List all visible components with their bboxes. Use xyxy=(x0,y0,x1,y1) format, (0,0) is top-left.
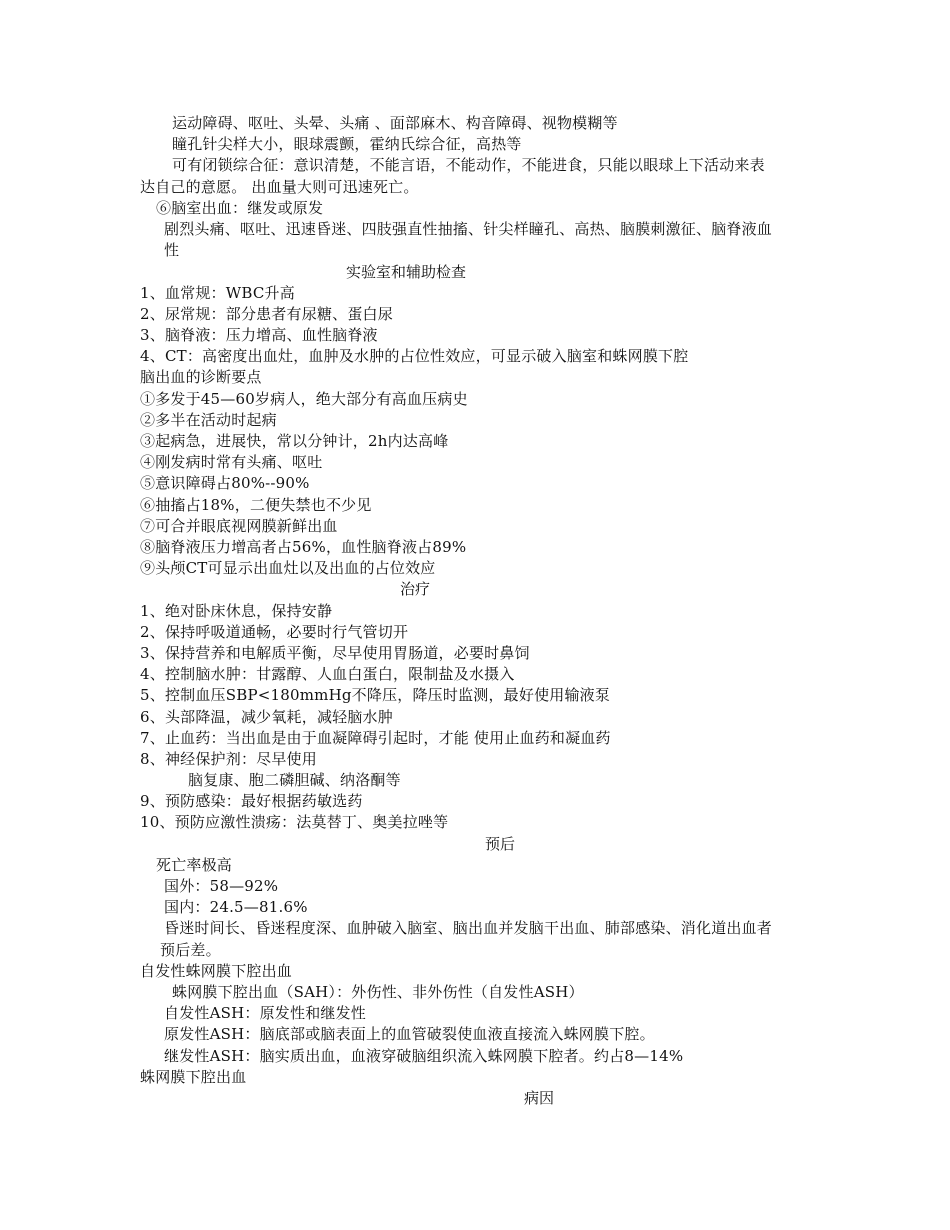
treatment-item-8-detail: 脑复康、胞二磷胆碱、纳洛酮等 xyxy=(188,771,401,789)
lab-heading: 实验室和辅助检查 xyxy=(346,263,467,281)
sah-subheading: 蛛网膜下腔出血 xyxy=(140,1068,247,1086)
sah-heading: 自发性蛛网膜下腔出血 xyxy=(140,962,293,980)
treatment-item-8: 8、神经保护剂：尽早使用 xyxy=(140,750,317,768)
diagnosis-item-4: ④刚发病时常有头痛、呕吐 xyxy=(140,453,323,471)
treatment-heading: 治疗 xyxy=(400,580,431,598)
treatment-item-1: 1、绝对卧床休息，保持安静 xyxy=(140,602,333,620)
treatment-item-4: 4、控制脑水肿：甘露醇、人血白蛋白，限制盐及水摄入 xyxy=(140,665,515,683)
lab-item-2: 2、尿常规：部分患者有尿糖、蛋白尿 xyxy=(140,305,393,323)
treatment-item-3: 3、保持营养和电解质平衡，尽早使用胃肠道，必要时鼻饲 xyxy=(140,644,530,662)
diagnosis-item-9: ⑨头颅CT可显示出血灶以及出血的占位效应 xyxy=(140,559,436,577)
lab-item-3: 3、脑脊液：压力增高、血性脑脊液 xyxy=(140,326,378,344)
sah-line-3: 原发性ASH：脑底部或脑表面上的血管破裂使血液直接流入蛛网膜下腔。 xyxy=(164,1025,655,1043)
locked-in-line-1: 可有闭锁综合征：意识清楚，不能言语，不能动作，不能进食，只能以眼球上下活动来表 xyxy=(172,156,765,174)
diagnosis-item-7: ⑦可合并眼底视网膜新鲜出血 xyxy=(140,517,338,535)
treatment-item-2: 2、保持呼吸道通畅，必要时行气管切开 xyxy=(140,623,409,641)
sah-line-1: 蛛网膜下腔出血（SAH）：外伤性、非外伤性（自发性ASH） xyxy=(172,983,584,1001)
ventricular-hemorrhage-heading: ⑥脑室出血：继发或原发 xyxy=(156,199,324,217)
prognosis-domestic: 国内：24.5—81.6% xyxy=(164,898,308,916)
prognosis-heading: 预后 xyxy=(485,835,516,853)
diagnosis-item-1: ①多发于45—60岁病人，绝大部分有高血压病史 xyxy=(140,390,468,408)
symptom-line-2: 瞳孔针尖样大小，眼球震颤，霍纳氏综合征，高热等 xyxy=(172,135,522,153)
lab-item-1: 1、血常规：WBC升高 xyxy=(140,284,295,302)
treatment-item-6: 6、头部降温，减少氧耗，减轻脑水肿 xyxy=(140,708,393,726)
treatment-item-7: 7、止血药：当出血是由于血凝障碍引起时，才能 使用止血药和凝血药 xyxy=(140,729,611,747)
diagnosis-heading: 脑出血的诊断要点 xyxy=(140,368,262,386)
prognosis-mortality: 死亡率极高 xyxy=(156,856,233,874)
sah-line-4: 继发性ASH：脑实质出血，血液穿破脑组织流入蛛网膜下腔者。约占8—14% xyxy=(164,1047,684,1065)
cause-heading: 病因 xyxy=(524,1089,555,1107)
treatment-item-5: 5、控制血压SBP<180mmHg不降压，降压时监测，最好使用输液泵 xyxy=(140,686,611,704)
locked-in-line-2: 达自己的意愿。 出血量大则可迅速死亡。 xyxy=(140,178,419,196)
treatment-item-9: 9、预防感染：最好根据药敏选药 xyxy=(140,792,363,810)
sah-line-2: 自发性ASH：原发性和继发性 xyxy=(164,1004,366,1022)
prognosis-foreign: 国外：58—92% xyxy=(164,877,279,895)
diagnosis-item-3: ③起病急，进展快，常以分钟计，2h内达高峰 xyxy=(140,432,449,450)
diagnosis-item-2: ②多半在活动时起病 xyxy=(140,411,277,429)
prognosis-poor-factors-2: 预后差。 xyxy=(160,941,221,959)
diagnosis-item-5: ⑤意识障碍占80%--90% xyxy=(140,474,310,492)
prognosis-poor-factors-1: 昏迷时间长、昏迷程度深、血肿破入脑室、脑出血并发脑干出血、肺部感染、消化道出血者 xyxy=(164,919,773,937)
diagnosis-item-6: ⑥抽搐占18%，二便失禁也不少见 xyxy=(140,496,372,514)
symptom-line-1: 运动障碍、呕吐、头晕、头痛 、面部麻木、构音障碍、视物模糊等 xyxy=(172,114,618,132)
diagnosis-item-8: ⑧脑脊液压力增高者占56%，血性脑脊液占89% xyxy=(140,538,467,556)
lab-item-4: 4、CT：高密度出血灶，血肿及水肿的占位性效应，可显示破入脑室和蛛网膜下腔 xyxy=(140,347,689,365)
ventricular-symptoms-line-1: 剧烈头痛、呕吐、迅速昏迷、四肢强直性抽搐、针尖样瞳孔、高热、脑膜刺激征、脑脊液血 xyxy=(164,220,773,238)
treatment-item-10: 10、预防应激性溃疡：法莫替丁、奥美拉唑等 xyxy=(140,813,449,831)
ventricular-symptoms-line-2: 性 xyxy=(164,241,180,259)
